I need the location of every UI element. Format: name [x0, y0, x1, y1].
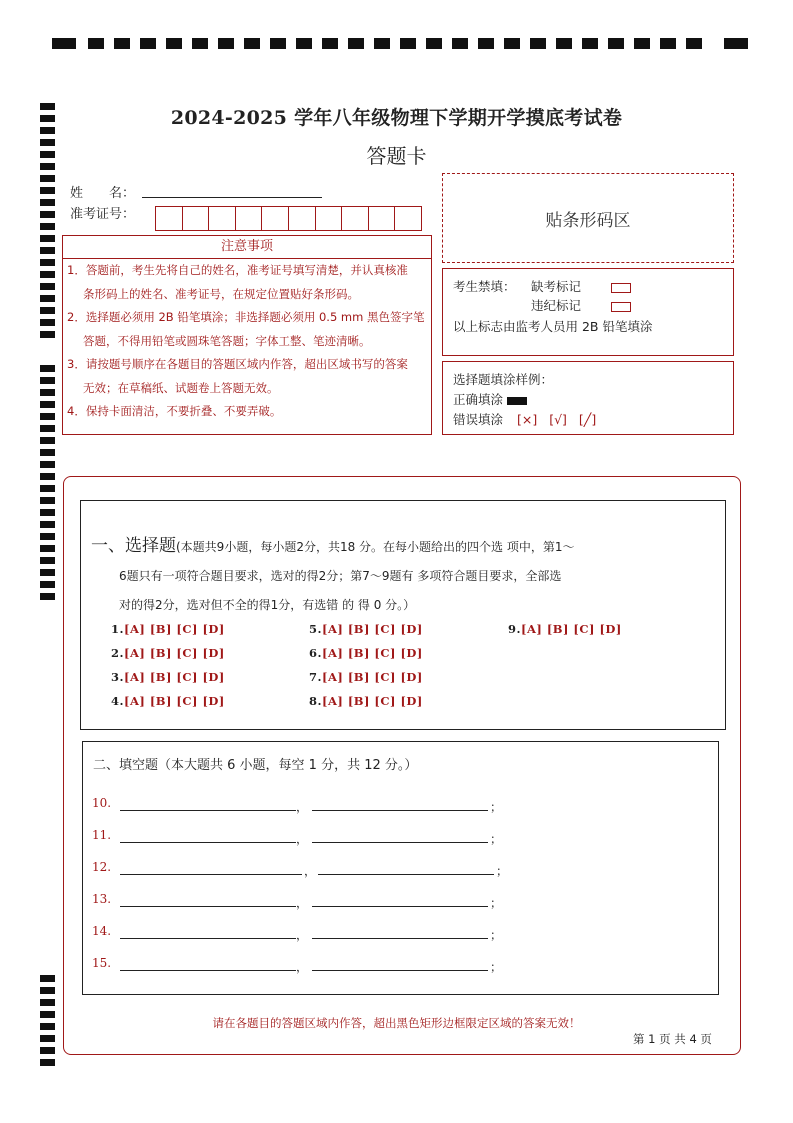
question-row — [111, 622, 225, 636]
timing-mark — [686, 38, 702, 49]
page-subtitle: 答题卡 — [366, 144, 427, 168]
notice-title: 注意事项 — [62, 235, 432, 259]
question-number: 2. — [111, 646, 125, 660]
question-number: 11. — [92, 828, 112, 842]
timing-mark — [40, 401, 55, 408]
notice-line: 条形码上的姓名、准考证号，在规定位置贴好条形码。 — [83, 286, 359, 301]
notice-line: 无效；在草稿纸、试题卷上答题无效。 — [83, 380, 279, 395]
barcode-label: 贴条形码区 — [545, 210, 631, 231]
semicolon: ； — [496, 864, 509, 878]
timing-mark — [40, 247, 55, 254]
timing-mark — [40, 569, 55, 576]
timing-mark — [52, 38, 76, 49]
section1-heading: 一、选择题 — [91, 536, 176, 556]
timing-mark — [40, 593, 55, 600]
timing-mark — [374, 38, 390, 49]
wrong-label: 错误填涂 — [453, 412, 504, 427]
timing-mark — [40, 259, 55, 266]
multiple-choice-section — [80, 500, 726, 730]
question-number: 14. — [92, 924, 112, 938]
comma: ， — [304, 864, 317, 878]
timing-mark — [40, 389, 55, 396]
question-number: 1. — [111, 622, 125, 636]
answer-blank[interactable] — [312, 956, 488, 971]
question-number: 4. — [111, 694, 125, 708]
question-row — [508, 622, 622, 636]
question-row — [309, 646, 423, 660]
semicolon: ； — [490, 928, 503, 942]
exam-status-label: 考生禁填： — [453, 279, 516, 294]
name-label: 姓 名： — [70, 186, 136, 201]
notice-line: 1．答题前，考生先将自己的姓名，准考证号填写清楚，并认真核准 — [67, 263, 408, 277]
comma: ， — [296, 800, 309, 814]
timing-mark — [504, 38, 520, 49]
violation-checkbox[interactable] — [611, 302, 631, 312]
comma: ， — [296, 832, 309, 846]
timing-mark — [40, 485, 55, 492]
semicolon: ； — [490, 896, 503, 910]
timing-mark — [452, 38, 468, 49]
timing-mark — [40, 987, 55, 994]
timing-mark — [426, 38, 442, 49]
answer-options[interactable]: [A] [B] [C] [D] — [322, 670, 423, 684]
notice-box — [62, 258, 432, 435]
answer-blank[interactable] — [120, 860, 302, 875]
answer-blank[interactable] — [318, 860, 494, 875]
timing-mark — [40, 211, 55, 218]
page-title: 2024-2025 学年八年级物理下学期开学摸底考试卷 — [170, 107, 623, 129]
absent-label: 缺考标记 — [531, 279, 582, 294]
timing-mark — [40, 365, 55, 372]
timing-mark — [40, 223, 55, 230]
timing-mark — [40, 533, 55, 540]
id-digit-box[interactable] — [262, 207, 289, 230]
answer-options[interactable]: [A] [B] [C] [D] — [521, 622, 622, 636]
question-number: 6. — [309, 646, 323, 660]
timing-mark — [40, 999, 55, 1006]
notice-line: 2．选择题必须用 2B 铅笔填涂；非选择题必须用 0.5 mm 黑色签字笔 — [67, 310, 425, 324]
section1-desc: 6题只有一项符合题目要求，选对的得2分；第7～9题有 多项符合题目要求，全部选 — [119, 569, 562, 583]
wrong-mark: [√] — [549, 412, 567, 427]
timing-mark — [40, 295, 55, 302]
timing-mark — [40, 581, 55, 588]
timing-mark — [114, 38, 130, 49]
timing-mark — [322, 38, 338, 49]
semicolon: ； — [490, 832, 503, 846]
answer-options[interactable]: [A] [B] [C] [D] — [124, 670, 225, 684]
timing-mark — [296, 38, 312, 49]
answer-options[interactable]: [A] [B] [C] [D] — [322, 694, 423, 708]
answer-blank[interactable] — [312, 892, 488, 907]
sample-title: 选择题填涂样例： — [453, 372, 554, 387]
timing-mark — [40, 1035, 55, 1042]
wrong-mark: [╱] — [578, 412, 597, 427]
notice-line: 3．请按题号顺序在各题目的答题区域内作答，超出区域书写的答案 — [67, 357, 408, 371]
timing-mark — [40, 331, 55, 338]
section2-heading: 二、填空题（本大题共 6 小题，每空 1 分，共 12 分。） — [93, 758, 418, 773]
timing-mark — [478, 38, 494, 49]
question-row — [309, 670, 423, 684]
question-number: 15. — [92, 956, 112, 970]
timing-mark — [556, 38, 572, 49]
answer-blank[interactable] — [312, 924, 488, 939]
id-digit-box[interactable] — [395, 207, 421, 230]
id-number-boxes[interactable] — [155, 206, 422, 231]
answer-blank[interactable] — [120, 892, 296, 907]
question-number: 3. — [111, 670, 125, 684]
semicolon: ； — [490, 800, 503, 814]
question-number: 13. — [92, 892, 112, 906]
name-field[interactable] — [142, 197, 322, 198]
timing-mark — [40, 307, 55, 314]
absent-checkbox[interactable] — [611, 283, 631, 293]
timing-mark — [40, 271, 55, 278]
question-number: 12. — [92, 860, 112, 874]
timing-mark — [660, 38, 676, 49]
timing-mark — [40, 449, 55, 456]
timing-mark — [40, 473, 55, 480]
timing-mark — [40, 509, 55, 516]
timing-mark — [582, 38, 598, 49]
barcode-area — [442, 173, 734, 263]
filled-mark-icon — [507, 397, 527, 405]
question-number: 7. — [309, 670, 323, 684]
timing-mark — [348, 38, 364, 49]
timing-mark — [40, 461, 55, 468]
notice-line: 答题，不得用铅笔或圆珠笔答题；字体工整、笔迹清晰。 — [83, 333, 371, 348]
question-row — [309, 622, 423, 636]
timing-mark — [40, 175, 55, 182]
id-digit-box[interactable] — [316, 207, 343, 230]
page-number: 第 1 页 共 4 页 — [633, 1032, 712, 1046]
timing-mark — [40, 319, 55, 326]
timing-mark — [530, 38, 546, 49]
timing-mark — [40, 187, 55, 194]
timing-mark — [608, 38, 624, 49]
section1-desc: 对的得2分，选对但不全的得1分，有选错 的 得 0 分。） — [119, 598, 416, 612]
id-digit-box[interactable] — [209, 207, 236, 230]
answer-options[interactable]: [A] [B] [C] [D] — [322, 646, 423, 660]
question-row — [111, 694, 225, 708]
exam-status-box — [442, 268, 734, 356]
question-row — [111, 646, 225, 660]
id-digit-box[interactable] — [236, 207, 263, 230]
timing-mark — [40, 413, 55, 420]
timing-mark — [40, 497, 55, 504]
question-number: 8. — [309, 694, 323, 708]
correct-label: 正确填涂 — [453, 392, 504, 407]
answer-blank[interactable] — [120, 828, 296, 843]
id-digit-box[interactable] — [156, 207, 183, 230]
id-digit-box[interactable] — [369, 207, 396, 230]
exam-status-note: 以上标志由监考人员用 2B 铅笔填涂 — [453, 319, 653, 334]
top-timing-marks — [52, 38, 752, 52]
timing-mark — [40, 437, 55, 444]
timing-mark — [270, 38, 286, 49]
semicolon: ； — [490, 960, 503, 974]
timing-mark — [40, 1059, 55, 1066]
question-row — [309, 694, 423, 708]
comma: ， — [296, 928, 309, 942]
id-digit-box[interactable] — [183, 207, 210, 230]
answer-blank[interactable] — [312, 796, 488, 811]
timing-mark — [40, 545, 55, 552]
answer-options[interactable]: [A] [B] [C] [D] — [124, 646, 225, 660]
answer-blank[interactable] — [120, 956, 296, 971]
sample-box — [442, 361, 734, 435]
id-digit-box[interactable] — [289, 207, 316, 230]
timing-mark — [40, 975, 55, 982]
answer-options[interactable]: [A] [B] [C] [D] — [124, 622, 225, 636]
comma: ， — [296, 960, 309, 974]
question-number: 10. — [92, 796, 112, 810]
section1-desc: (本题共9小题，每小题2分，共18 分。在每小题给出的四个选 项中，第1～ — [176, 540, 575, 554]
question-number: 5. — [309, 622, 323, 636]
question-row — [111, 670, 225, 684]
footer-note: 请在各题目的答题区域内作答，超出黑色矩形边框限定区域的答案无效！ — [212, 1016, 581, 1030]
answer-blank[interactable] — [120, 796, 296, 811]
timing-mark — [40, 283, 55, 290]
timing-mark — [724, 38, 748, 49]
timing-mark — [40, 199, 55, 206]
id-label: 准考证号： — [70, 207, 136, 222]
timing-mark — [166, 38, 182, 49]
answer-options[interactable]: [A] [B] [C] [D] — [322, 622, 423, 636]
timing-mark — [40, 235, 55, 242]
question-number: 9. — [508, 622, 522, 636]
wrong-mark: [×] — [517, 412, 538, 427]
answer-options[interactable]: [A] [B] [C] [D] — [124, 694, 225, 708]
timing-mark — [140, 38, 156, 49]
notice-line: 4．保持卡面清洁，不要折叠、不要弄破。 — [67, 404, 282, 418]
timing-mark — [40, 425, 55, 432]
timing-mark — [400, 38, 416, 49]
timing-mark — [40, 377, 55, 384]
violation-label: 违纪标记 — [531, 298, 582, 313]
timing-mark — [218, 38, 234, 49]
timing-mark — [634, 38, 650, 49]
id-digit-box[interactable] — [342, 207, 369, 230]
timing-mark — [40, 1047, 55, 1054]
timing-mark — [88, 38, 104, 49]
timing-mark — [40, 521, 55, 528]
timing-mark — [40, 557, 55, 564]
answer-blank[interactable] — [312, 828, 488, 843]
timing-mark — [192, 38, 208, 49]
comma: ， — [296, 896, 309, 910]
answer-blank[interactable] — [120, 924, 296, 939]
timing-mark — [244, 38, 260, 49]
